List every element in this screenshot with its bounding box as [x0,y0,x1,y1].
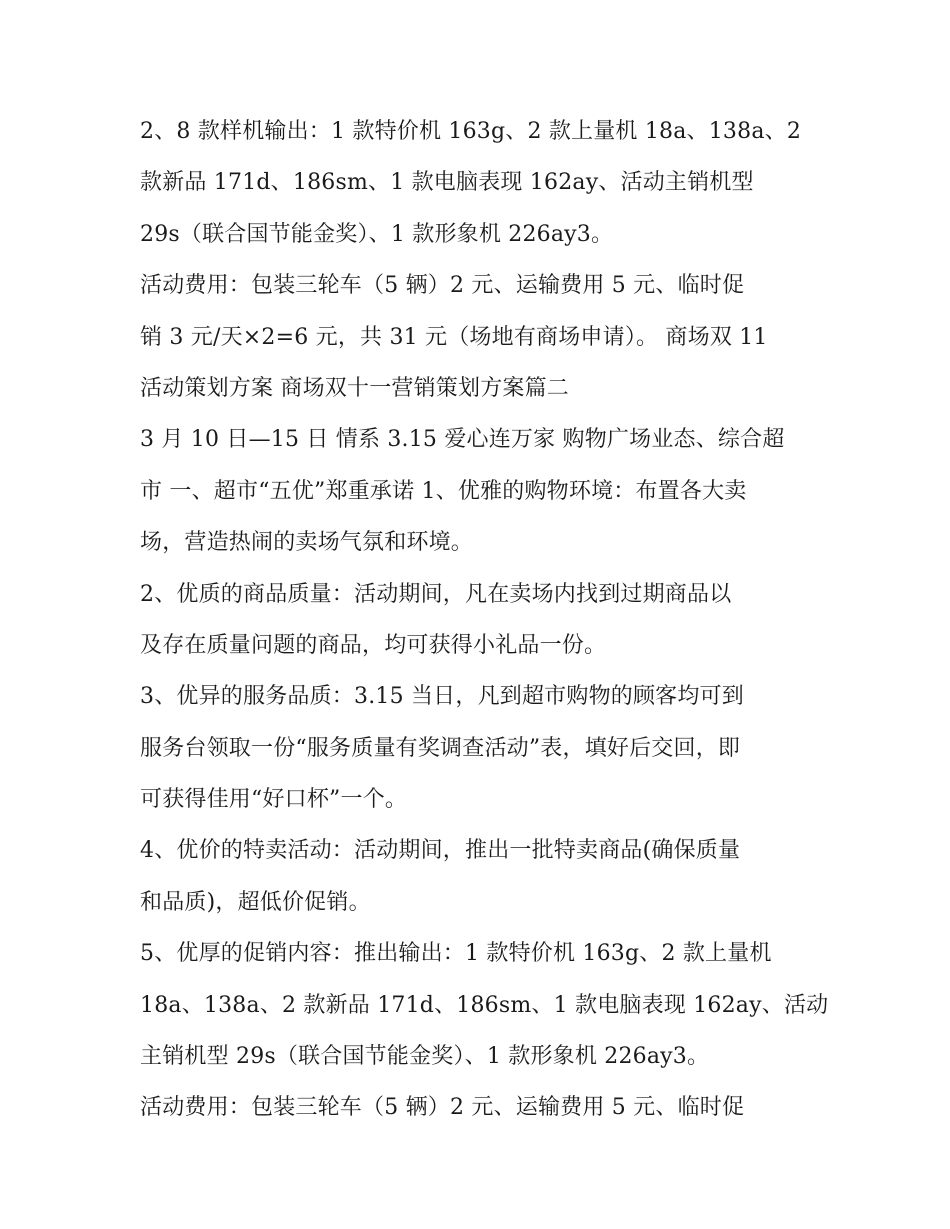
text-line: 活动策划方案 商场双十一营销策划方案篇二 [140,375,569,401]
text-line: 3 月 10 日—15 日 情系 3.15 爱心连万家 购物广场业态、综合超 [140,427,785,453]
text-line: 2、8 款样机输出：1 款特价机 163g、2 款上量机 18a、138a、2 [140,119,802,144]
text-line: 3、优异的服务品质：3.15 当日，凡到超市购物的顾客均可到 [140,684,744,710]
text-line: 市 一、超市“五优”郑重承诺 1、优雅的购物环境：布置各大卖 [140,478,747,504]
text-line: 29s（联合国节能金奖）、1 款形象机 226ay3。 [140,221,614,247]
text-line: 4、优价的特卖活动：活动期间，推出一批特卖商品(确保质量 [140,838,741,864]
text-line: 5、优厚的促销内容：推出输出：1 款特价机 163g、2 款上量机 [140,941,772,967]
text-line: 销 3 元/天×2=6 元，共 31 元（场地有商场申请）。 商场双 11 [140,324,768,350]
text-line: 主销机型 29s（联合国节能金奖）、1 款形象机 226ay3。 [140,1044,710,1070]
text-line: 2、优质的商品质量：活动期间，凡在卖场内找到过期商品以 [140,581,732,607]
text-line: 活动费用：包装三轮车（5 辆）2 元、运输费用 5 元、临时促 [140,1095,745,1121]
text-line: 活动费用：包装三轮车（5 辆）2 元、运输费用 5 元、临时促 [140,273,745,299]
text-line: 和品质)，超低价促销。 [140,889,371,915]
text-line: 服务台领取一份“服务质量有奖调查活动”表，填好后交回，即 [140,735,741,761]
text-line: 场，营造热闹的卖场气氛和环境。 [140,530,474,556]
text-line: 款新品 171d、186sm、1 款电脑表现 162ay、活动主销机型 [140,170,754,196]
text-line: 18a、138a、2 款新品 171d、186sm、1 款电脑表现 162ay、活动 [140,992,829,1018]
text-line: 及存在质量问题的商品，均可获得小礼品一份。 [140,632,607,658]
text-line: 可获得佳用“好口杯”一个。 [140,787,408,813]
document-body [140,106,829,1134]
